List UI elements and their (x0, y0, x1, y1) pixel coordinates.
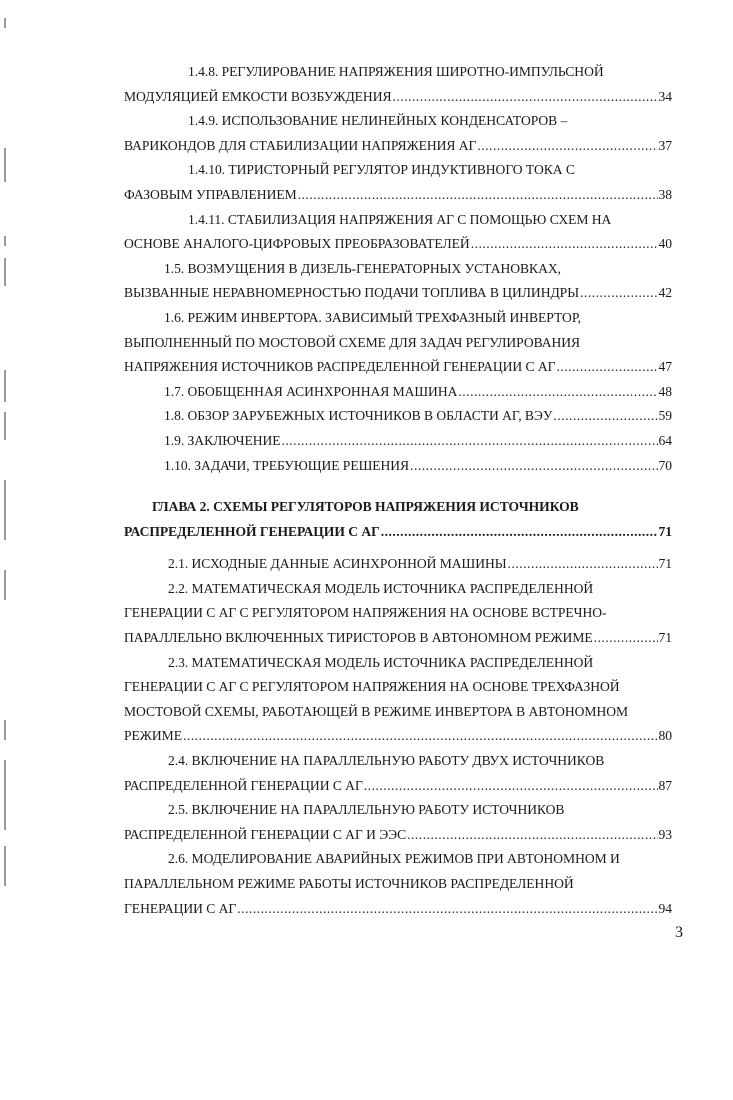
toc-entry-text: РЕЖИМЕ (124, 728, 182, 744)
toc-entry-title-last-line (124, 774, 672, 799)
toc-entry-title: 2.6. МОДЕЛИРОВАНИЕ АВАРИЙНЫХ РЕЖИМОВ ПРИ АВТОНОМНОМ И (168, 851, 620, 867)
toc-entry-text: ВЫЗВАННЫЕ НЕРАВНОМЕРНОСТЬЮ ПОДАЧИ ТОПЛИВА В ЦИЛИНДРЫ (124, 285, 579, 301)
toc-entry-2-2[interactable] (124, 577, 672, 651)
toc-entry-title-last-line (124, 404, 672, 429)
toc-page-number: 37 (658, 137, 672, 153)
dot-leader (298, 183, 658, 208)
dot-leader (458, 380, 657, 405)
scan-speck (4, 148, 6, 182)
toc-entry-text: ВАРИКОНДОВ ДЛЯ СТАБИЛИЗАЦИИ НАПРЯЖЕНИЯ АГ (124, 137, 477, 153)
toc-entry-title: 1.6. РЕЖИМ ИНВЕРТОРА. ЗАВИСИМЫЙ ТРЕХФАЗНЫЙ ИНВЕРТОР, (164, 309, 581, 325)
toc-entry-title: 1.4.11. СТАБИЛИЗАЦИЯ НАПРЯЖЕНИЯ АГ С ПОМОЩЬЮ СХЕМ НА (188, 211, 612, 227)
dot-leader (508, 552, 658, 577)
toc-entry-title-last-line (124, 429, 672, 454)
scan-edge-artifacts (0, 0, 20, 1100)
toc-page-number: 42 (658, 285, 672, 301)
toc-entry-title: 2.3. МАТЕМАТИЧЕСКАЯ МОДЕЛЬ ИСТОЧНИКА РАСПРЕДЕЛЕННОЙ (168, 654, 594, 670)
chapter-text: РАСПРЕДЕЛЕННОЙ ГЕНЕРАЦИИ С АГ (124, 523, 380, 539)
table-of-contents (124, 60, 672, 921)
toc-entry-title: МОСТОВОЙ СХЕМЫ, РАБОТАЮЩЕЙ В РЕЖИМЕ ИНВЕРТОРА В АВТОНОМНОМ (124, 703, 629, 719)
scan-speck (4, 236, 6, 246)
toc-entry-title-last-line (124, 897, 672, 922)
toc-entry-text: ОСНОВЕ АНАЛОГО-ЦИФРОВЫХ ПРЕОБРАЗОВАТЕЛЕЙ (124, 236, 470, 252)
toc-entry-text: 1.9. ЗАКЛЮЧЕНИЕ (164, 432, 281, 448)
toc-entry-title-last-line (124, 724, 672, 749)
dot-leader (410, 454, 657, 479)
toc-entry-title-last-line (124, 281, 672, 306)
scan-speck (4, 480, 6, 540)
toc-entry-title-last-line (124, 232, 672, 257)
toc-entry-1-7[interactable] (124, 380, 672, 405)
toc-entry-title-last-line (124, 355, 672, 380)
chapter-title: ГЛАВА 2. СХЕМЫ РЕГУЛЯТОРОВ НАПРЯЖЕНИЯ ИСТОЧНИКОВ (152, 499, 579, 515)
dot-leader (364, 774, 658, 799)
dot-leader (580, 281, 658, 306)
toc-entry-text: 1.10. ЗАДАЧИ, ТРЕБУЮЩИЕ РЕШЕНИЯ (164, 457, 410, 473)
toc-entry-text: РАСПРЕДЕЛЕННОЙ ГЕНЕРАЦИИ С АГ (124, 777, 363, 793)
toc-chapter-2[interactable] (124, 495, 672, 544)
section-gap (124, 544, 672, 552)
toc-entry-text: МОДУЛЯЦИЕЙ ЕМКОСТИ ВОЗБУЖДЕНИЯ (124, 88, 392, 104)
toc-page-number: 38 (658, 186, 672, 202)
toc-entry-title: ГЕНЕРАЦИИ С АГ С РЕГУЛЯТОРОМ НАПРЯЖЕНИЯ НА ОСНОВЕ ВСТРЕЧНО- (124, 605, 607, 621)
scan-speck (4, 760, 6, 830)
dot-leader (594, 626, 658, 651)
toc-page-number: 64 (658, 432, 672, 448)
toc-entry-title: 2.5. ВКЛЮЧЕНИЕ НА ПАРАЛЛЕЛЬНУЮ РАБОТУ ИСТОЧНИКОВ (168, 802, 565, 818)
toc-entry-text: 2.1. ИСХОДНЫЕ ДАННЫЕ АСИНХРОННОЙ МАШИНЫ (168, 556, 507, 572)
section-gap (124, 478, 672, 495)
toc-entry-title: 1.4.9. ИСПОЛЬЗОВАНИЕ НЕЛИНЕЙНЫХ КОНДЕНСАТОРОВ – (188, 113, 568, 129)
toc-entry-2-4[interactable] (124, 749, 672, 798)
toc-page-number: 87 (658, 777, 672, 793)
toc-entry-title-last-line (124, 183, 672, 208)
toc-page-number: 59 (658, 408, 672, 424)
toc-entry-title: 2.4. ВКЛЮЧЕНИЕ НА ПАРАЛЛЕЛЬНУЮ РАБОТУ ДВУХ ИСТОЧНИКОВ (168, 753, 605, 769)
toc-page-number: 34 (658, 88, 672, 104)
toc-entry-1-9[interactable] (124, 429, 672, 454)
toc-page-number: 93 (658, 826, 672, 842)
toc-entry-1-4-10[interactable] (124, 158, 672, 207)
dot-leader (381, 520, 658, 545)
toc-entry-title: ПАРАЛЛЕЛЬНОМ РЕЖИМЕ РАБОТЫ ИСТОЧНИКОВ РАСПРЕДЕЛЕННОЙ (124, 876, 574, 891)
toc-entry-text: ФАЗОВЫМ УПРАВЛЕНИЕМ (124, 186, 297, 202)
scan-speck (4, 720, 6, 740)
toc-page-number: 71 (658, 523, 672, 539)
scan-speck (4, 570, 6, 600)
toc-page-number: 40 (658, 236, 672, 252)
toc-entry-2-5[interactable] (124, 798, 672, 847)
toc-page-number: 71 (658, 556, 672, 572)
toc-entry-text: 1.8. ОБЗОР ЗАРУБЕЖНЫХ ИСТОЧНИКОВ В ОБЛАСТИ АГ, ВЭУ (164, 408, 553, 424)
toc-entry-title-last-line (124, 134, 672, 159)
dot-leader (393, 85, 658, 110)
toc-entry-1-5[interactable] (124, 257, 672, 306)
dot-leader (183, 724, 658, 749)
toc-entry-title: ВЫПОЛНЕННЫЙ ПО МОСТОВОЙ СХЕМЕ ДЛЯ ЗАДАЧ РЕГУЛИРОВАНИЯ (124, 334, 581, 350)
toc-entry-1-8[interactable] (124, 404, 672, 429)
toc-page-number: 80 (658, 728, 672, 744)
toc-entry-text: ГЕНЕРАЦИИ С АГ (124, 900, 237, 916)
page-number: 3 (675, 924, 683, 941)
toc-entry-2-3[interactable] (124, 651, 672, 749)
toc-page-number: 70 (658, 457, 672, 473)
dot-leader (477, 134, 657, 159)
toc-entry-title-last-line (124, 85, 672, 110)
scan-speck (4, 370, 6, 402)
scan-speck (4, 258, 6, 286)
toc-entry-text: НАПРЯЖЕНИЯ ИСТОЧНИКОВ РАСПРЕДЕЛЕННОЙ ГЕНЕРАЦИИ С АГ (124, 359, 556, 375)
toc-entry-title-last-line (124, 823, 672, 848)
toc-entry-title: ГЕНЕРАЦИИ С АГ С РЕГУЛЯТОРОМ НАПРЯЖЕНИЯ НА ОСНОВЕ ТРЕХФАЗНОЙ (124, 679, 620, 695)
toc-entry-title-last-line (124, 626, 672, 651)
dot-leader (237, 897, 657, 922)
scan-speck (4, 412, 6, 440)
toc-entry-1-4-8[interactable] (124, 60, 672, 109)
toc-entry-2-1[interactable] (124, 552, 672, 577)
scan-speck (4, 846, 6, 886)
scan-speck (4, 18, 6, 28)
toc-entry-text: ПАРАЛЛЕЛЬНО ВКЛЮЧЕННЫХ ТИРИСТОРОВ В АВТОНОМНОМ РЕЖИМЕ (124, 630, 593, 646)
dot-leader (281, 429, 657, 454)
toc-entry-title-last-line (124, 380, 672, 405)
toc-entry-1-4-9[interactable] (124, 109, 672, 158)
dot-leader (471, 232, 658, 257)
toc-entry-title: 2.2. МАТЕМАТИЧЕСКАЯ МОДЕЛЬ ИСТОЧНИКА РАСПРЕДЕЛЕННОЙ (168, 580, 594, 596)
toc-entry-title-last-line (124, 552, 672, 577)
dot-leader (407, 823, 657, 848)
toc-entry-title: 1.5. ВОЗМУЩЕНИЯ В ДИЗЕЛЬ-ГЕНЕРАТОРНЫХ УСТАНОВКАХ, (164, 260, 561, 276)
toc-entry-title: 1.4.10. ТИРИСТОРНЫЙ РЕГУЛЯТОР ИНДУКТИВНОГО ТОКА С (188, 162, 575, 178)
toc-entry-title: 1.4.8. РЕГУЛИРОВАНИЕ НАПРЯЖЕНИЯ ШИРОТНО-ИМПУЛЬСНОЙ (188, 64, 604, 79)
dot-leader (553, 404, 657, 429)
toc-entry-2-6[interactable] (124, 847, 672, 921)
toc-entry-1-10[interactable] (124, 454, 672, 479)
toc-entry-text: 1.7. ОБОБЩЕННАЯ АСИНХРОННАЯ МАШИНА (164, 383, 458, 399)
toc-entry-title-last-line (124, 454, 672, 479)
toc-page-number: 94 (658, 900, 672, 916)
toc-entry-text: РАСПРЕДЕЛЕННОЙ ГЕНЕРАЦИИ С АГ И ЭЭС (124, 826, 407, 842)
toc-page-number: 47 (658, 359, 672, 375)
dot-leader (556, 355, 657, 380)
toc-page-number: 71 (658, 630, 672, 646)
chapter-title-last-line (124, 520, 672, 545)
toc-entry-1-4-11[interactable] (124, 208, 672, 257)
toc-entry-1-6[interactable] (124, 306, 672, 380)
toc-page-number: 48 (658, 383, 672, 399)
